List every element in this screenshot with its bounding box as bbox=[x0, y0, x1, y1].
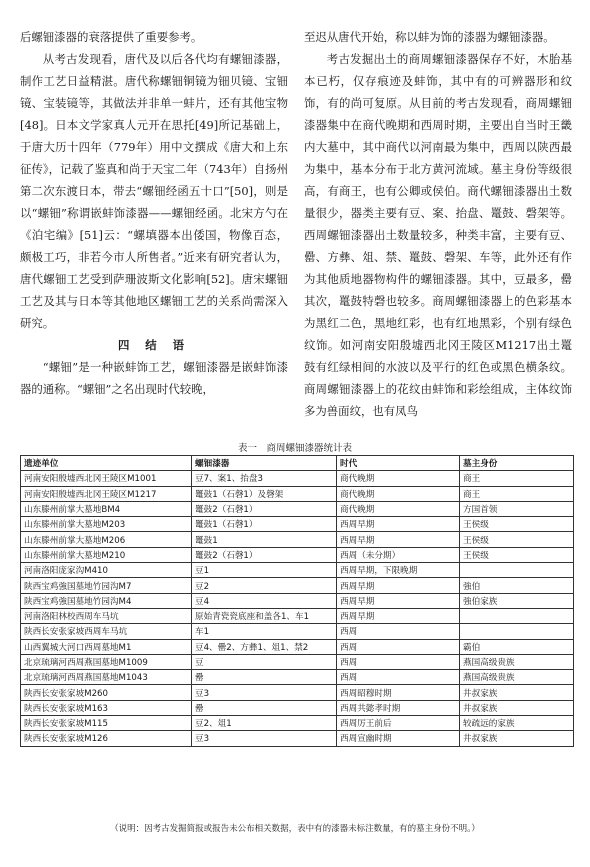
table-cell: 豆3 bbox=[192, 685, 337, 700]
table-row bbox=[21, 685, 574, 700]
table-cell: 鼍鼓2（石磬1） bbox=[192, 547, 337, 562]
statistics-table bbox=[20, 455, 574, 747]
table-cell: 原始青瓷瓷底座和盖各1、车1 bbox=[192, 608, 337, 623]
table-cell: 豆2 bbox=[192, 578, 337, 593]
table-cell: 山东滕州前掌大墓地M206 bbox=[21, 532, 192, 547]
table-row bbox=[21, 670, 574, 685]
paragraph: 考古发掘出土的商周螺钿漆器保存不好，木胎基本已朽，仅存痕迹及蚌饰，其中有的可辨器形和纹饰，有的尚可复原。从目前的考古发现看，商周螺钿漆器集中在商代晚期和西周时期，主要出自当时王畿内大墓中，其中商代以河南最为集中，西周以陕西最为集中，基本分布于北方黄河流域。墓主身份等级很高，有商王，也有公卿或侯伯。商代螺钿漆器出土数量很少，器类主要有豆、案、抬盘、鼍鼓、磬架等。西周螺钿漆器出土数量较多，种类丰富，主要有豆、罍、方彝、俎、禁、鼍鼓、磬架、车等，此外还有作为其他质地器物构件的螺钿漆器。其中，豆最多，罍其次，鼍鼓特磬也较多。商周螺钿漆器上的色彩基本为黑红二色，黑地红彩，也有红地黑彩，个别有绿色纹饰。如河南安阳殷墟西北冈王陵区M1217出土鼍鼓有红绿相间的水波以及平行的红色或黑色横条纹。商周螺钿漆器上的花纹由蚌饰和彩绘组成，主体纹饰多为兽面纹，也有凤鸟 bbox=[304, 52, 572, 418]
table-row bbox=[21, 716, 574, 731]
table-row bbox=[21, 608, 574, 623]
table-cell: 西周厉王前后 bbox=[337, 716, 460, 731]
table-cell: 山西翼城大河口西周墓地M1 bbox=[21, 639, 192, 654]
table-cell: 陕西长安张家坡M115 bbox=[21, 716, 192, 731]
table-cell: 西周早期 bbox=[337, 608, 460, 623]
table-cell: 陕西宝鸡強国墓地竹园沟M7 bbox=[21, 578, 192, 593]
paragraph: 至迟从唐代开始，称以蚌为饰的漆器为螺钿漆器。 bbox=[304, 30, 555, 44]
table-cell: 豆7、案1、抬盘3 bbox=[192, 471, 337, 486]
table-cell: 王侯级 bbox=[460, 532, 574, 547]
table-row bbox=[21, 471, 574, 486]
table-cell: 西周早期 bbox=[337, 578, 460, 593]
table-cell: 河南安阳殷墟西北冈王陵区M1217 bbox=[21, 486, 192, 501]
paragraph: “螺钿”是一种嵌蚌饰工艺，螺钿漆器是嵌蚌饰漆器的通称。“螺钿”之名出现时代较晚， bbox=[20, 360, 288, 396]
left-text-column bbox=[20, 26, 288, 400]
table-row bbox=[21, 624, 574, 639]
table-cell: 陕西长安张家坡西周车马坑 bbox=[21, 624, 192, 639]
table-cell: 豆3 bbox=[192, 731, 337, 746]
table-cell: 豆 bbox=[192, 654, 337, 669]
table-cell: 北京琉璃河西周燕国墓地M1043 bbox=[21, 670, 192, 685]
table-row bbox=[21, 731, 574, 746]
table-cell: 鼍鼓1（石磬1）及磬架 bbox=[192, 486, 337, 501]
paragraph: 从考古发现看，唐代及以后各代均有螺钿漆器，制作工艺日益精湛。唐代称螺钿铜镜为钿贝镜、宝钿镜、宝装镜等，其做法并非单一蚌片，还有其他宝物[48]。日本文学家真人元开在思托[49]所记基础上，于唐大历十四年（779年）用中文撰成《唐大和上东征传》，记载了鉴真和尚于天宝二年（743年）自扬州第二次东渡日本，带去“螺钿经函五十口”[50]，则是以“螺钿”称谓嵌蚌饰漆器——螺钿经函。北宋方勺在《泊宅编》[51]云：“螺填器本出倭国，物像百态，颇极工巧，非若今市人所售者。”近来有研究者认为，唐代螺钿工艺受到萨珊波斯文化影响[52]。唐宋螺钿工艺及其与日本等其他地区螺钿工艺的关系尚需深入研究。 bbox=[20, 52, 288, 330]
table-cell: 商代晚期 bbox=[337, 471, 460, 486]
table-cell: 较疏远的家族 bbox=[460, 716, 574, 731]
table-cell: 王侯级 bbox=[460, 517, 574, 532]
table-cell: 井叔家族 bbox=[460, 685, 574, 700]
table-cell: 陕西长安张家坡M260 bbox=[21, 685, 192, 700]
table-cell: 鼍鼓1 bbox=[192, 532, 337, 547]
table-row bbox=[21, 563, 574, 578]
table-row bbox=[21, 654, 574, 669]
table-note: （说明：因考古发掘简报或报告未公布相关数据，表中有的漆器未标注数量，有的墓主身份不明。） bbox=[110, 824, 480, 834]
table-cell: 商王 bbox=[460, 486, 574, 501]
table-cell: 西周共懿孝时期 bbox=[337, 700, 460, 715]
table-cell: 燕国高级贵族 bbox=[460, 670, 574, 685]
table-cell: 罍 bbox=[192, 670, 337, 685]
paragraph: 后螺钿漆器的衰落提供了重要参考。 bbox=[20, 30, 203, 44]
table-cell: 強伯家族 bbox=[460, 593, 574, 608]
table-cell: 西周 bbox=[337, 654, 460, 669]
table-cell: 豆4 bbox=[192, 593, 337, 608]
table-cell: 陕西长安张家坡M126 bbox=[21, 731, 192, 746]
table-cell: 西周（未分期） bbox=[337, 547, 460, 562]
table-cell: 北京琉璃河西周燕国墓地M1009 bbox=[21, 654, 192, 669]
table-cell: 山东滕州前掌大墓地M210 bbox=[21, 547, 192, 562]
table-cell: 河南安阳殷墟西北冈王陵区M1001 bbox=[21, 471, 192, 486]
column-header: 时代 bbox=[337, 456, 460, 471]
right-text-column bbox=[304, 26, 572, 422]
table-cell: 山东滕州前掌大墓地BM4 bbox=[21, 501, 192, 516]
table-cell: 強伯 bbox=[460, 578, 574, 593]
table-cell: 西周早期，下限晚期 bbox=[337, 563, 460, 578]
table-cell: 豆2、俎1 bbox=[192, 716, 337, 731]
table-cell: 西周早期 bbox=[337, 593, 460, 608]
table-cell: 车1 bbox=[192, 624, 337, 639]
column-header: 螺钿漆器 bbox=[192, 456, 337, 471]
table-cell: 罍 bbox=[192, 700, 337, 715]
table-row bbox=[21, 593, 574, 608]
table-cell: 西周 bbox=[337, 624, 460, 639]
table-row bbox=[21, 486, 574, 501]
column-header: 遗迹单位 bbox=[21, 456, 192, 471]
table-cell: 河南洛阳林校西周车马坑 bbox=[21, 608, 192, 623]
table-cell bbox=[460, 624, 574, 639]
table-cell: 西周 bbox=[337, 639, 460, 654]
table-cell: 商王 bbox=[460, 471, 574, 486]
table-row bbox=[21, 578, 574, 593]
table-cell: 王侯级 bbox=[460, 547, 574, 562]
table-cell: 陕西宝鸡強国墓地竹园沟M4 bbox=[21, 593, 192, 608]
table-row bbox=[21, 700, 574, 715]
table-cell: 山东滕州前掌大墓地M203 bbox=[21, 517, 192, 532]
table-header-row bbox=[21, 456, 574, 471]
table-cell: 西周早期 bbox=[337, 532, 460, 547]
table-cell: 豆4、罍2、方彝1、俎1、禁2 bbox=[192, 639, 337, 654]
table-cell: 鼍鼓2（石磬1） bbox=[192, 501, 337, 516]
table-cell: 豆1 bbox=[192, 563, 337, 578]
table-cell bbox=[460, 563, 574, 578]
table-row bbox=[21, 501, 574, 516]
table-cell: 陕西长安张家坡M163 bbox=[21, 700, 192, 715]
table-cell: 井叔家族 bbox=[460, 731, 574, 746]
table-row bbox=[21, 517, 574, 532]
table-cell: 西周 bbox=[337, 670, 460, 685]
column-header: 墓主身份 bbox=[460, 456, 574, 471]
table-cell: 西周早期 bbox=[337, 517, 460, 532]
table-cell: 鼍鼓1（石磬1） bbox=[192, 517, 337, 532]
table-cell bbox=[460, 608, 574, 623]
table-cell: 井叔家族 bbox=[460, 700, 574, 715]
table-cell: 商代晚期 bbox=[337, 501, 460, 516]
table-row bbox=[21, 532, 574, 547]
table-row bbox=[21, 639, 574, 654]
section-title: 四 结 语 bbox=[117, 338, 191, 352]
table-cell: 西周宣幽时期 bbox=[337, 731, 460, 746]
table-cell: 方国首领 bbox=[460, 501, 574, 516]
table-cell: 西周昭穆时期 bbox=[337, 685, 460, 700]
table-cell: 霸伯 bbox=[460, 639, 574, 654]
table-row bbox=[21, 547, 574, 562]
table-cell: 商代晚期 bbox=[337, 486, 460, 501]
table-caption: 表一 商周螺钿漆器统计表 bbox=[237, 443, 352, 454]
table-cell: 河南洛阳庞家沟M410 bbox=[21, 563, 192, 578]
table-cell: 燕国高级贵族 bbox=[460, 654, 574, 669]
